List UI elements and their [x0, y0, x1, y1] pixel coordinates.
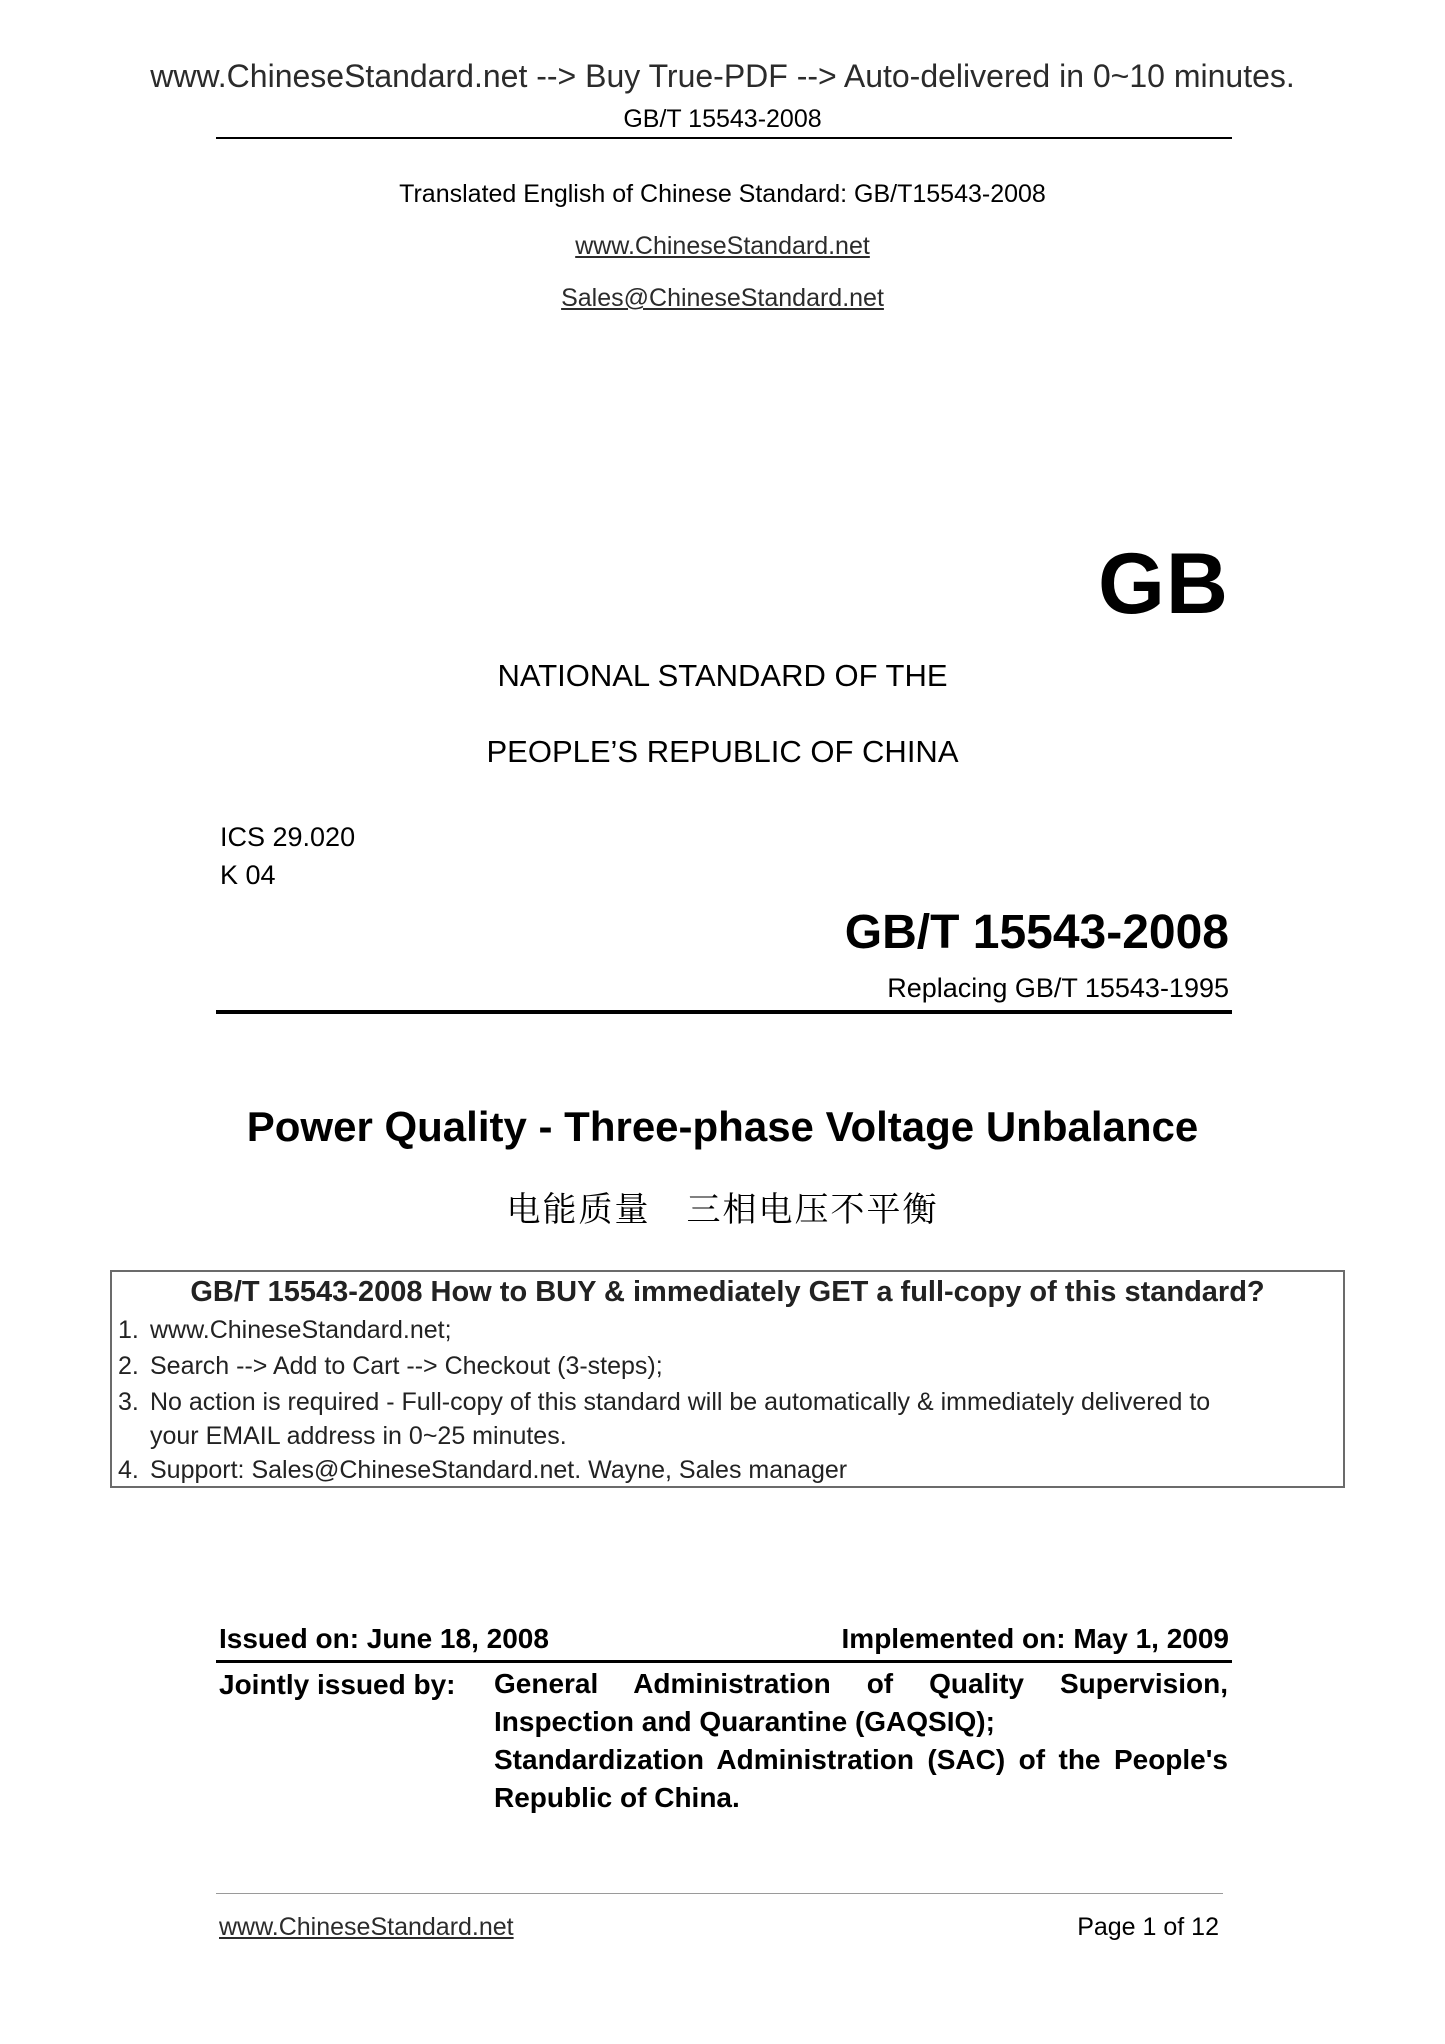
step-text: Support: Sales@ChineseStandard.net. Wayne, Sales manager — [150, 1456, 848, 1484]
issued-date: Issued on: June 18, 2008 — [219, 1623, 549, 1654]
sales-email-link[interactable]: Sales@ChineseStandard.net — [561, 284, 884, 312]
step-number: 4. — [118, 1456, 139, 1484]
issuing-authorities — [494, 1665, 1228, 1817]
authority-line: Standardization Administration (SAC) of the People's — [494, 1744, 1228, 1775]
sales-email-wrapper — [0, 284, 1445, 313]
translated-notice: Translated English of Chinese Standard: GB/T15543-2008 — [399, 180, 1046, 208]
purchase-step — [118, 1316, 452, 1345]
step-text: Search --> Add to Cart --> Checkout (3-steps); — [150, 1352, 663, 1380]
purchase-step — [118, 1388, 1210, 1417]
purchase-step — [118, 1456, 847, 1485]
page-number: Page 1 of 12 — [1077, 1913, 1219, 1941]
footer-divider — [216, 1893, 1223, 1894]
ics-code: ICS 29.020 — [220, 822, 356, 852]
purchase-step-continuation: your EMAIL address in 0~25 minutes. — [150, 1422, 567, 1450]
step-number: 1. — [118, 1316, 139, 1344]
classification-code: K 04 — [220, 860, 276, 890]
site-link-wrapper — [0, 232, 1445, 261]
national-standard-line-2: PEOPLE’S REPUBLIC OF CHINA — [486, 734, 959, 769]
header-standard-code: GB/T 15543-2008 — [623, 105, 822, 133]
site-link[interactable]: www.ChineseStandard.net — [575, 232, 870, 260]
dates-divider — [216, 1660, 1232, 1663]
footer-site-link[interactable]: www.ChineseStandard.net — [219, 1913, 514, 1941]
replacing-note: Replacing GB/T 15543-1995 — [887, 973, 1229, 1003]
national-standard-line-1: NATIONAL STANDARD OF THE — [497, 658, 948, 693]
step-text: www.ChineseStandard.net; — [150, 1316, 452, 1344]
gb-mark: GB — [1098, 536, 1229, 632]
title-divider — [216, 1010, 1232, 1014]
purchase-step — [118, 1352, 663, 1381]
step-number: 3. — [118, 1388, 139, 1416]
step-number: 2. — [118, 1352, 139, 1380]
jointly-issued-label: Jointly issued by: — [219, 1669, 456, 1700]
step-text: No action is required - Full-copy of this standard will be automatically & immediately delivered to — [150, 1388, 1211, 1416]
authority-line: General Administration of Quality Supervision, — [494, 1668, 1228, 1699]
purchase-info-box — [110, 1270, 1345, 1488]
implemented-date: Implemented on: May 1, 2009 — [841, 1623, 1229, 1654]
document-title-chinese: 电能质量 三相电压不平衡 — [506, 1190, 939, 1230]
authority-line: Republic of China. — [494, 1782, 740, 1813]
header-divider — [216, 137, 1232, 139]
document-title-english: Power Quality - Three-phase Voltage Unbalance — [246, 1103, 1199, 1150]
authority-line: Inspection and Quarantine (GAQSIQ); — [494, 1706, 995, 1737]
purchase-box-title: GB/T 15543-2008 How to BUY & immediately GET a full-copy of this standard? — [190, 1276, 1265, 1308]
top-banner: www.ChineseStandard.net --> Buy True-PDF --> Auto-delivered in 0~10 minutes. — [150, 58, 1295, 94]
standard-number: GB/T 15543-2008 — [844, 906, 1229, 959]
